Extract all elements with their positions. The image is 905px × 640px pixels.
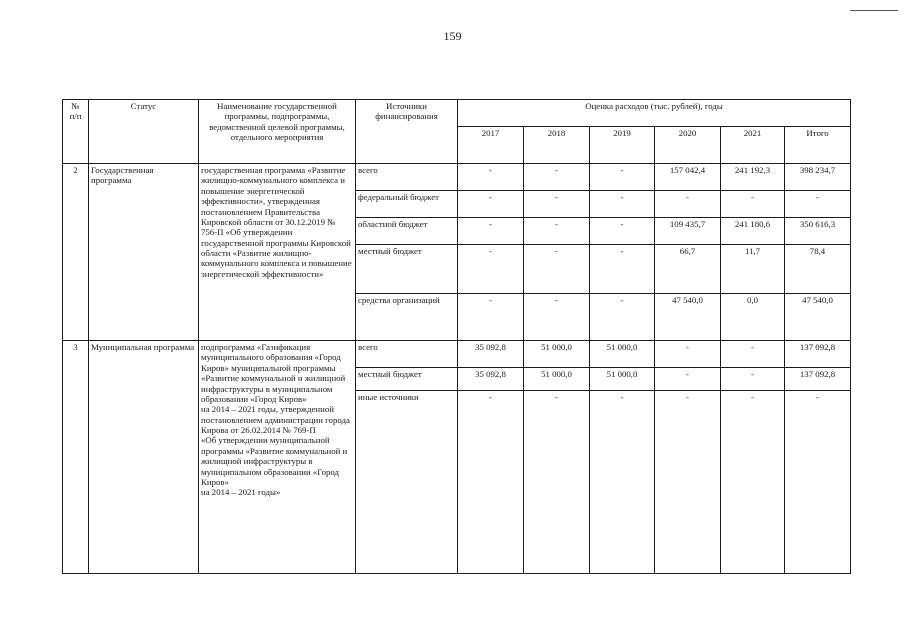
- table-row: [63, 341, 851, 368]
- header-status: Статус: [89, 100, 199, 164]
- row-value: -: [785, 391, 851, 574]
- corner-mark: [850, 10, 898, 11]
- row-value: 157 042,4: [655, 164, 721, 191]
- table-row: [63, 164, 851, 191]
- row-value: 47 540,0: [655, 294, 721, 341]
- row-value: -: [590, 245, 655, 294]
- row-source: областной бюджет: [356, 218, 458, 245]
- budget-table: [62, 99, 851, 574]
- row-value: -: [721, 191, 785, 218]
- row-value: -: [458, 245, 524, 294]
- row-source: местный бюджет: [356, 368, 458, 391]
- row-value: 51 000,0: [590, 368, 655, 391]
- row-value: 109 435,7: [655, 218, 721, 245]
- row-status: Муниципальная программа: [89, 341, 199, 574]
- row-value: -: [458, 218, 524, 245]
- row-value: 47 540,0: [785, 294, 851, 341]
- row-value: -: [458, 294, 524, 341]
- row-value: 51 000,0: [524, 341, 590, 368]
- row-value: -: [721, 368, 785, 391]
- header-year: 2019: [590, 127, 655, 164]
- header-row-1: [63, 100, 851, 127]
- row-value: -: [721, 341, 785, 368]
- row-value: 241 192,3: [721, 164, 785, 191]
- row-program-name: государственная программа «Развитие жилищно-коммунального комплекса и повышение энергетической эффективности», утвержденная постановлением Правительства Кировской области от 30.12.2019 № 756-П «Об утверждении государственной программы Кировской области «Развитие жилищно-коммунального комплекса и повышение энергетической эффективности»: [199, 164, 356, 341]
- row-value: 51 000,0: [590, 341, 655, 368]
- row-value: 35 092,8: [458, 368, 524, 391]
- row-value: -: [721, 391, 785, 574]
- row-number: 2: [63, 164, 89, 341]
- row-source: всего: [356, 341, 458, 368]
- row-value: 66,7: [655, 245, 721, 294]
- row-status: Государственная программа: [89, 164, 199, 341]
- header-year: 2017: [458, 127, 524, 164]
- row-source: средства организаций: [356, 294, 458, 341]
- header-sources: Источники финансирования: [356, 100, 458, 164]
- row-value: 51 000,0: [524, 368, 590, 391]
- row-value: 35 092,8: [458, 341, 524, 368]
- row-value: -: [524, 218, 590, 245]
- row-value: -: [590, 191, 655, 218]
- header-year: Итого: [785, 127, 851, 164]
- row-value: -: [524, 245, 590, 294]
- row-source: федеральный бюджет: [356, 191, 458, 218]
- page-number: 159: [443, 29, 462, 43]
- row-value: -: [590, 164, 655, 191]
- row-value: -: [524, 164, 590, 191]
- header-name: Наименование государственной программы, подпрограммы, ведомственной целевой программы, отдельного мероприятия: [199, 100, 356, 164]
- row-value: -: [458, 164, 524, 191]
- row-value: -: [655, 341, 721, 368]
- row-value: -: [655, 391, 721, 574]
- row-value: -: [590, 391, 655, 574]
- row-value: 398 234,7: [785, 164, 851, 191]
- row-value: 137 092,8: [785, 368, 851, 391]
- row-value: -: [524, 191, 590, 218]
- header-year: 2018: [524, 127, 590, 164]
- row-value: -: [524, 294, 590, 341]
- row-program-name: подпрограмма «Газификация муниципального образования «Город Киров» муниципальной программы «Развитие коммунальной и жилищной инфраструктуры в муниципальном образовании «Город Киров» на 2014 – 2021 годы, утвержденной постановлением администрации города Кирова от 26.02.2014 № 769-П «Об утверждении муниципальной программы «Развитие коммунальной и жилищной инфраструктуры в муниципальном образовании «Город Киров» на 2014 – 2021 годы»: [199, 341, 356, 574]
- row-value: 241 180,6: [721, 218, 785, 245]
- row-value: -: [655, 368, 721, 391]
- row-source: всего: [356, 164, 458, 191]
- row-value: -: [524, 391, 590, 574]
- row-value: 78,4: [785, 245, 851, 294]
- row-number: 3: [63, 341, 89, 574]
- row-value: -: [785, 191, 851, 218]
- row-source: иные источники: [356, 391, 458, 574]
- row-value: 137 092,8: [785, 341, 851, 368]
- header-year: 2020: [655, 127, 721, 164]
- row-value: -: [590, 294, 655, 341]
- row-value: 350 616,3: [785, 218, 851, 245]
- header-estimate: Оценка расходов (тыс. рублей), годы: [458, 100, 851, 127]
- header-num: № п/п: [63, 100, 89, 164]
- row-value: -: [655, 191, 721, 218]
- row-value: 11,7: [721, 245, 785, 294]
- row-value: -: [458, 391, 524, 574]
- header-year: 2021: [721, 127, 785, 164]
- row-source: местный бюджет: [356, 245, 458, 294]
- row-value: -: [458, 191, 524, 218]
- row-value: -: [590, 218, 655, 245]
- row-value: 0,0: [721, 294, 785, 341]
